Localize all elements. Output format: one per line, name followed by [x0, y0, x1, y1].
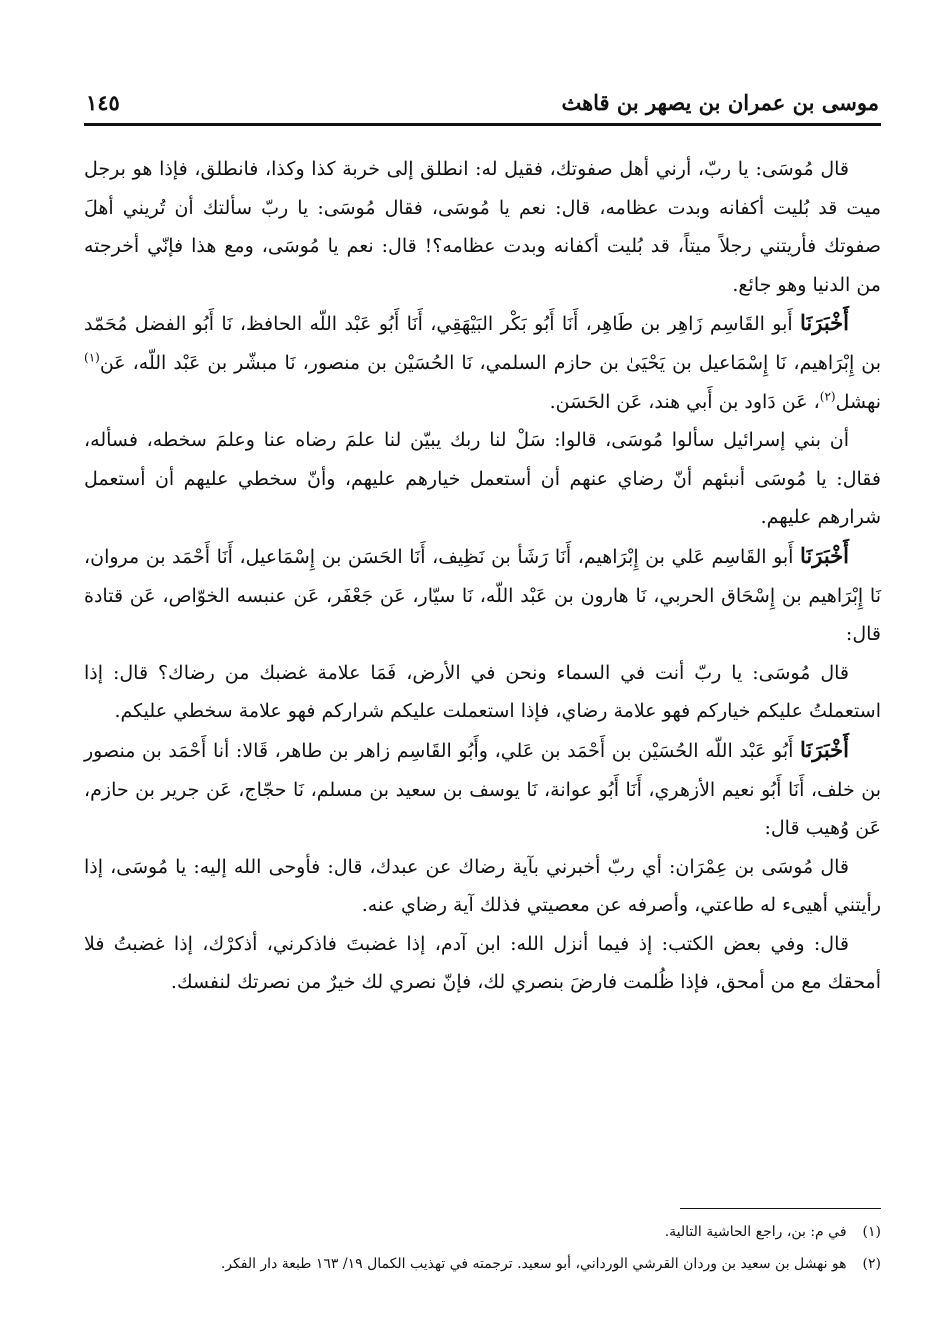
paragraph-text: قال مُوسَى: يا ربّ، أرني أهل صفوتك، فقيل له: انطلق إلى خربة كذا وكذا، فانطلق، فإذا هو برجل ميت قد بُليت أكفانه وبدت عظامه، قال: نعم يا مُوسَى، فقال مُوسَى: يا ربّ سألتك أن تُريني أهلَ صفوتك فأريتني رجلاً ميتاً، قد بُليت أكفانه وبدت عظامه؟! قال: نعم يا مُوسَى، ومع هذا فإنّي أخرجته من الدنيا وهو جائع.: [84, 158, 881, 296]
main-text: [84, 150, 881, 1002]
paragraph-text: أَبو القَاسِم عَلي بن إِبْرَاهيم، أَنَا رَشَأ بن نَظِيف، أَنَا الحَسَن بن إِسْمَاعيل، أَنَا أَحْمَد بن مروان، نَا إِبْرَاهيم بن إِسْحَاق الحربي، نَا هارون بن عَبْد اللّه، نَا سيّار، عَن جَعْفَر، عَن عنبسه الخوّاص، عَن قتادة قال:: [84, 545, 881, 646]
footnote-text: هو نهشل بن سعيد بن وردان القرشي الورداني، أبو سعيد. ترجمته في تهذيب الكمال ١٩/ ١٦٣ طبعة دار الفكر.: [220, 1256, 847, 1272]
paragraph-text: قال مُوسَى: يا ربّ أنت في السماء ونحن في الأرض، فَمَا علامة غضبك من رضاك؟ قال: إذا استعملتُ عليكم خياركم فهو علامة رضاي، فإذا استعملت عليكم شراركم فهو علامة سخطي عليكم.: [84, 661, 881, 723]
page-number: ١٤٥: [86, 89, 120, 115]
footnote-ref[interactable]: (٢): [819, 389, 836, 404]
isnad-keyword: أَخْبَرَنَا: [800, 310, 849, 336]
footnotes: [84, 1216, 881, 1280]
paragraph-text: قال: وفي بعض الكتب: إذ فيما أنزل الله: ابن آدم، إذا غضبتَ فاذكرني، أذكرْك، إذا غضبتُ فلا أمحقك مع من أمحق، فإذا ظُلمت فارضَ بنصري لك، فإنّ نصري لك خيرٌ من نصرتك لنفسك.: [84, 932, 881, 994]
footnote-text: في م: بن، راجع الحاشية التالية.: [664, 1224, 847, 1240]
header-rule: [84, 123, 881, 126]
paragraph-text: أَبُو عَبْد اللّه الحُسَيْن بن أَحْمَد بن عَلي، وأَبُو القَاسِم زاهر بن طاهر، قَالا: أنا أَحْمَد بن منصور بن خلف، أَنَا أَبُو نعيم الأزهري، أَنَا أَبُو عوانة، نَا يوسف بن سعيد بن مسلم، نَا حجّاج، عَن جرير بن حازم، عَن وُهيب قال:: [84, 739, 881, 840]
running-title: موسى بن عمران بن يصهر بن قاهث: [561, 89, 879, 115]
paragraph-text: أَبو القَاسِم زَاهِر بن طَاهِر، أَنَا أَبُو بَكْر البَيْهَقِي، أَنَا أَبُو عَبْد اللّه الحافظ، نَا أَبُو الفضل مُحَمّد بن إِبْرَاهيم، نَا إِسْمَاعيل بن يَحْيَىٰ بن حازم السلمي، نَا الحُسَيْن بن منصور، نَا مبشّر بن عَبْد اللّه، عَن: [84, 313, 881, 374]
footnote-mark: (٢): [862, 1256, 881, 1272]
footnote: [84, 1248, 881, 1280]
footnote-rule: [680, 1208, 881, 1209]
paragraph-text: أن بني إسرائيل سألوا مُوسَى، قالوا: سَلْ لنا ربك يبيّن لنا علمَ رضاه عنا وعلمَ سخطه، فسأله، فقال: يا مُوسَى أنبئهم أنّ رضاي عنهم أن أستعمل خيارهم عليهم، وأنّ سخطي عليهم أن أستعمل شرارهم عليهم.: [84, 429, 881, 529]
paragraph-text: ، عَن دَاود بن أَبي هند، عَن الحَسَن.: [549, 390, 820, 413]
page-header: [86, 80, 879, 124]
footnote-mark: (١): [862, 1224, 881, 1240]
paragraph: [84, 925, 881, 1002]
footnote: [84, 1216, 881, 1248]
footnote-ref[interactable]: (١): [84, 350, 100, 365]
paragraph: [84, 848, 881, 925]
isnad-keyword: أَخْبَرَنَا: [800, 542, 849, 568]
paragraph-text: قال مُوسَى بن عِمْرَان: أي ربّ أخبرني بآية رضاك عن عبدك، قال: فأوحى الله إليه: يا مُوسَى، إذا رأيتني أهيىء له طاعتي، وأصرفه عن معصيتي فذلك آية رضاي عنه.: [84, 855, 881, 917]
paragraph: [84, 654, 881, 731]
paragraph: [84, 150, 881, 304]
paragraph: [84, 537, 881, 654]
paragraph: [84, 304, 881, 421]
paragraph: [84, 421, 881, 537]
isnad-keyword: أَخْبَرَنَا: [800, 736, 849, 762]
paragraph-text: نهشل: [835, 390, 881, 413]
paragraph: [84, 731, 881, 848]
